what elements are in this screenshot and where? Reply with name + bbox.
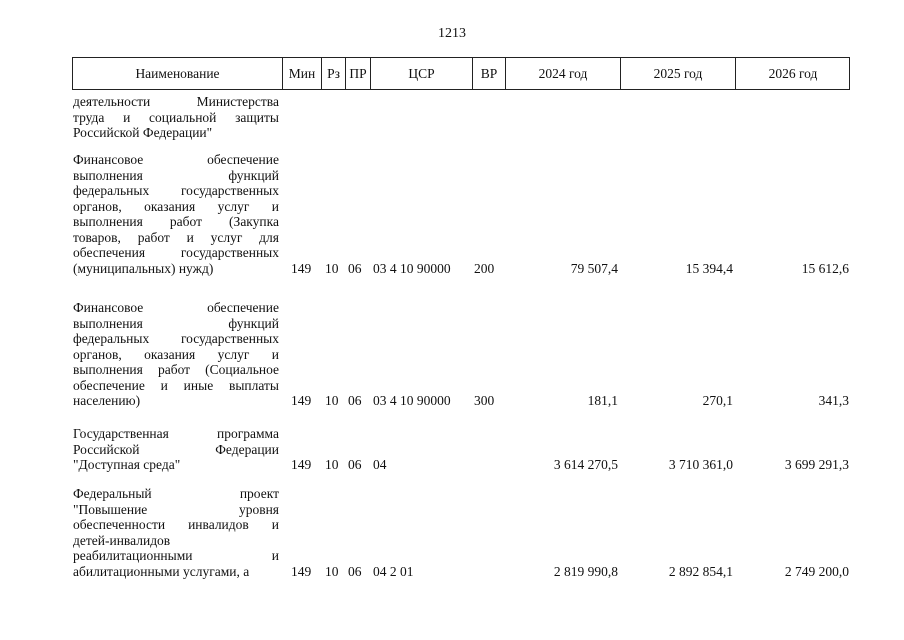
row-name-line: населению) — [73, 393, 141, 408]
table-header — [72, 57, 850, 90]
row-pr: 06 — [348, 393, 362, 408]
row-rz: 10 — [325, 260, 339, 276]
row-vr: 200 — [474, 260, 495, 276]
row-name-line: Финансовое обеспечение — [73, 300, 279, 315]
row-name-line: Российской Федерации" — [73, 125, 213, 140]
row-name-line: Финансовое обеспечение — [73, 152, 279, 167]
row-name — [73, 486, 279, 579]
row-rz: 10 — [325, 393, 339, 408]
row-value-2025: 15 394,4 — [685, 260, 733, 276]
row-name-line: органов, оказания услуг и — [73, 346, 279, 362]
row-value-2025: 270,1 — [702, 393, 733, 408]
row-name-line: труда и социальной защиты — [73, 109, 279, 125]
row-value-2024: 181,1 — [587, 393, 618, 408]
row-value-2026: 2 749 200,0 — [784, 563, 849, 579]
row-name-line: Федеральный проект — [73, 486, 279, 501]
page-number: 1213 — [438, 26, 466, 41]
row-value-2024: 3 614 270,5 — [553, 457, 618, 472]
row-csr: 04 2 01 — [373, 563, 414, 579]
row-value-2026: 15 612,6 — [801, 260, 849, 276]
row-csr: 03 4 10 90000 — [373, 260, 451, 276]
row-name — [73, 152, 279, 276]
row-name-line: выполнения работ (Закупка — [73, 214, 279, 229]
row-name-line: товаров, работ и услуг для — [73, 229, 279, 245]
row-name-line: выполнения работ (Социальное — [73, 362, 279, 377]
row-pr: 06 — [348, 457, 362, 472]
row-min: 149 — [291, 457, 312, 472]
table-row — [0, 300, 904, 409]
row-csr: 03 4 10 90000 — [373, 393, 451, 408]
row-value-2025: 3 710 361,0 — [668, 457, 733, 472]
row-name-line: деятельности Министерства — [73, 94, 279, 109]
row-name-line: федеральных государственных — [73, 331, 279, 346]
row-name-line: реабилитационными и — [73, 548, 279, 563]
row-name-line: абилитационными услугами, а — [73, 563, 250, 579]
header-2025: 2025 год — [621, 58, 736, 89]
header-pr: ПР — [346, 58, 371, 89]
row-name-line: Государственная программа — [73, 426, 279, 441]
row-csr: 04 — [373, 457, 387, 472]
row-name-line: обеспечения государственных — [73, 245, 279, 260]
row-name-line: выполнения функций — [73, 167, 279, 183]
row-min: 149 — [291, 260, 312, 276]
row-name-line: выполнения функций — [73, 315, 279, 331]
row-name-line: (муниципальных) нужд) — [73, 260, 214, 276]
table-row — [0, 486, 904, 579]
header-min: Мин — [283, 58, 322, 89]
row-name-line: "Повышение уровня — [73, 501, 279, 517]
row-name-line: обеспеченности инвалидов и — [73, 517, 279, 532]
table-row — [0, 94, 904, 141]
row-vr: 300 — [474, 393, 495, 408]
row-name — [73, 94, 279, 141]
header-vr: ВР — [473, 58, 506, 89]
row-value-2024: 79 507,4 — [570, 260, 618, 276]
row-min: 149 — [291, 563, 312, 579]
row-pr: 06 — [348, 563, 362, 579]
row-value-2026: 341,3 — [818, 393, 849, 408]
row-value-2026: 3 699 291,3 — [784, 457, 849, 472]
row-value-2024: 2 819 990,8 — [553, 563, 618, 579]
row-name-line: детей-инвалидов — [73, 532, 171, 548]
row-value-2025: 2 892 854,1 — [668, 563, 733, 579]
header-2026: 2026 год — [768, 66, 818, 81]
row-name-line: федеральных государственных — [73, 183, 279, 198]
table-row — [0, 426, 904, 473]
row-name-line: Российской Федерации — [73, 441, 279, 457]
row-name-line: органов, оказания услуг и — [73, 198, 279, 214]
row-name-line: "Доступная среда" — [73, 457, 181, 472]
table-row — [0, 152, 904, 276]
row-pr: 06 — [348, 260, 362, 276]
header-2024: 2024 год — [506, 58, 621, 89]
row-min: 149 — [291, 393, 312, 408]
row-rz: 10 — [325, 457, 339, 472]
row-rz: 10 — [325, 563, 339, 579]
row-name — [73, 300, 279, 409]
header-csr: ЦСР — [371, 58, 473, 89]
row-name — [73, 426, 279, 473]
row-name-line: обеспечение и иные выплаты — [73, 377, 279, 393]
header-name: Наименование — [73, 58, 283, 89]
header-rz: Рз — [322, 58, 346, 89]
